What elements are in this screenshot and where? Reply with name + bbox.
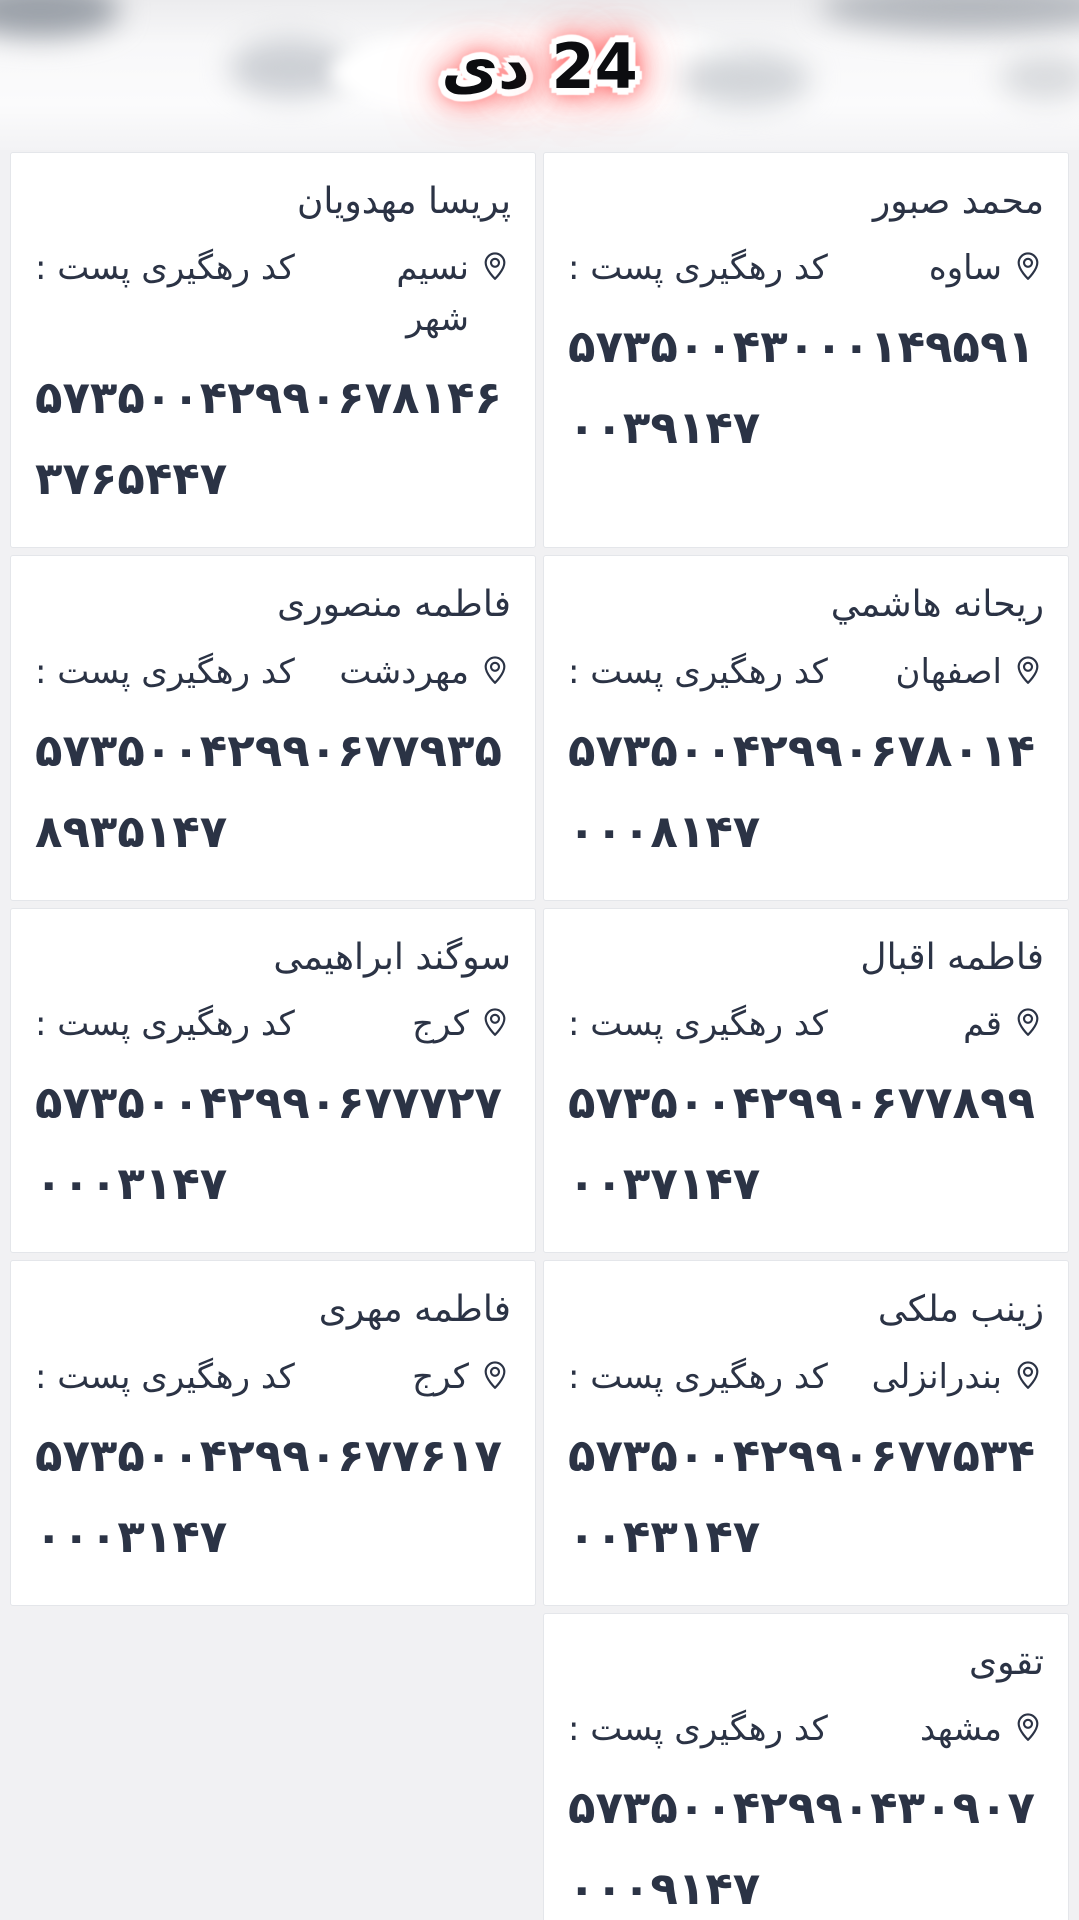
card-meta bbox=[35, 243, 511, 345]
card-meta bbox=[35, 999, 511, 1050]
city bbox=[929, 243, 1044, 294]
page-title: 24 دی bbox=[441, 30, 638, 103]
person-name: فاطمه منصوری bbox=[277, 584, 511, 626]
tracking-card bbox=[543, 1613, 1069, 1920]
map-pin-icon bbox=[479, 1006, 511, 1038]
person-name: محمد صبور bbox=[872, 181, 1044, 222]
city bbox=[339, 647, 511, 698]
tracking-code-label: کد رهگیری پست : bbox=[35, 651, 295, 692]
blurred-header-band bbox=[0, 0, 1079, 150]
tracking-code-value: ۵۷۳۵۰۰۴۲۹۹۰۶۷۸۱۴۶۳۷۶۵۴۴۷ bbox=[35, 371, 502, 506]
person-name: ريحانه هاشمي bbox=[830, 584, 1044, 626]
city bbox=[871, 1352, 1044, 1403]
city bbox=[412, 1352, 511, 1403]
city-name: قم bbox=[963, 1004, 1002, 1045]
tracking-code-label: کد رهگیری پست : bbox=[35, 1004, 295, 1045]
map-pin-icon bbox=[479, 250, 511, 282]
card-meta bbox=[568, 999, 1044, 1050]
person-name: تقوی bbox=[968, 1641, 1044, 1683]
city-name: کرج bbox=[412, 1004, 469, 1045]
tracking-card bbox=[10, 908, 536, 1253]
person-name: زینب ملکی bbox=[877, 1289, 1044, 1331]
person-name: سوگند ابراهیمی bbox=[273, 936, 511, 978]
city-name: مشهد bbox=[919, 1708, 1002, 1749]
map-pin-icon bbox=[1012, 250, 1044, 282]
tracking-card bbox=[543, 1260, 1069, 1605]
map-pin-icon bbox=[479, 1359, 511, 1391]
city bbox=[347, 243, 511, 345]
city bbox=[963, 999, 1044, 1050]
card-meta bbox=[568, 1704, 1044, 1755]
tracking-code-value: ۵۷۳۵۰۰۴۲۹۹۰۴۳۰۹۰۷۰۰۰۹۱۴۷ bbox=[568, 1780, 1035, 1915]
person-name: فاطمه اقبال bbox=[860, 936, 1044, 978]
city-name: نسیم شهر bbox=[396, 248, 469, 340]
city bbox=[895, 647, 1044, 698]
tracking-code-label: کد رهگیری پست : bbox=[35, 248, 295, 289]
tracking-card bbox=[543, 152, 1069, 548]
city bbox=[920, 1704, 1044, 1755]
map-pin-icon bbox=[1012, 1359, 1044, 1391]
city bbox=[412, 999, 511, 1050]
card-meta bbox=[568, 647, 1044, 698]
tracking-card bbox=[10, 1260, 536, 1605]
tracking-code-label: کد رهگیری پست : bbox=[568, 1708, 828, 1749]
map-pin-icon bbox=[1012, 1711, 1044, 1743]
blur-blob bbox=[820, 0, 1079, 32]
city-name: بندرانزلی bbox=[871, 1356, 1002, 1397]
city-name: کرج bbox=[412, 1356, 469, 1397]
person-name: پریسا مهدویان bbox=[296, 181, 511, 222]
tracking-code-value: ۵۷۳۵۰۰۴۲۹۹۰۶۷۷۸۹۹۰۰۳۷۱۴۷ bbox=[568, 1076, 1035, 1211]
tracking-code-value: ۵۷۳۵۰۰۴۲۹۹۰۶۷۷۶۱۷۰۰۰۳۱۴۷ bbox=[35, 1428, 502, 1563]
card-meta bbox=[568, 243, 1044, 294]
tracking-card bbox=[543, 908, 1069, 1253]
tracking-card bbox=[543, 555, 1069, 900]
map-pin-icon bbox=[1012, 1006, 1044, 1038]
person-name: فاطمه مهری bbox=[318, 1289, 511, 1331]
city-name: مهردشت bbox=[339, 651, 469, 692]
city-name: ساوه bbox=[928, 248, 1002, 289]
card-meta bbox=[35, 1352, 511, 1403]
tracking-code-label: کد رهگیری پست : bbox=[568, 1004, 828, 1045]
tracking-code-label: کد رهگیری پست : bbox=[568, 651, 828, 692]
city-name: اصفهان bbox=[895, 651, 1002, 692]
tracking-code-value: ۵۷۳۵۰۰۴۲۹۹۰۶۷۸۰۱۴۰۰۰۸۱۴۷ bbox=[568, 723, 1035, 858]
tracking-code-label: کد رهگیری پست : bbox=[568, 1356, 828, 1397]
tracking-card bbox=[10, 152, 536, 548]
map-pin-icon bbox=[479, 654, 511, 686]
tracking-code-value: ۵۷۳۵۰۰۴۲۹۹۰۶۷۷۹۳۵۸۹۳۵۱۴۷ bbox=[35, 723, 502, 858]
cards-grid bbox=[10, 152, 1069, 1920]
card-meta bbox=[35, 647, 511, 698]
map-pin-icon bbox=[1012, 654, 1044, 686]
tracking-code-value: ۵۷۳۵۰۰۴۲۹۹۰۶۷۷۷۲۷۰۰۰۳۱۴۷ bbox=[35, 1076, 502, 1211]
tracking-code-label: کد رهگیری پست : bbox=[568, 248, 828, 289]
tracking-code-value: ۵۷۳۵۰۰۴۲۹۹۰۶۷۷۵۳۴۰۰۴۳۱۴۷ bbox=[568, 1428, 1035, 1563]
tracking-code-value: ۵۷۳۵۰۰۴۳۰۰۰۱۴۹۵۹۱۰۰۳۹۱۴۷ bbox=[568, 320, 1035, 455]
tracking-code-label: کد رهگیری پست : bbox=[35, 1356, 295, 1397]
tracking-card bbox=[10, 555, 536, 900]
card-meta bbox=[568, 1352, 1044, 1403]
